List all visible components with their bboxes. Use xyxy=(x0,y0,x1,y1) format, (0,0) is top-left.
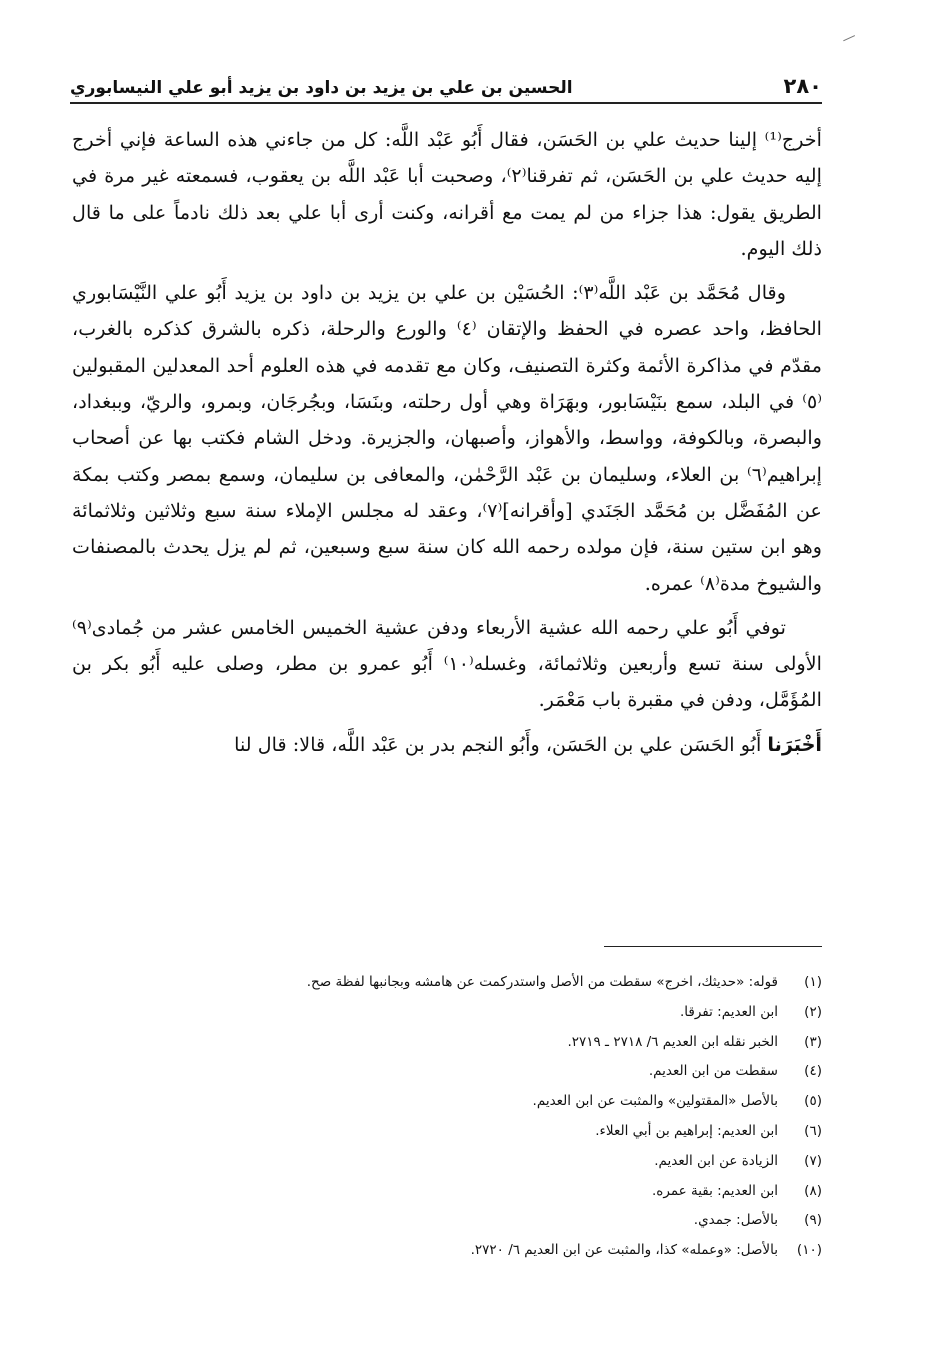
footnote-number: (٢) xyxy=(804,1003,822,1020)
footnote xyxy=(102,1057,822,1087)
footnote xyxy=(102,1087,822,1117)
footnote-text: سقطت من ابن العديم. xyxy=(648,1063,778,1080)
paragraph-4 xyxy=(72,727,822,763)
main-text xyxy=(72,122,822,763)
footnote-text: الزيادة عن ابن العديم. xyxy=(654,1152,778,1169)
footnote-number: (١) xyxy=(804,974,822,990)
footnote-text: الخبر نقله ابن العديم ٦/ ٢٧١٨ ـ ٢٧١٩. xyxy=(567,1033,778,1050)
footnote-text: قوله: «حديثك، اخرج» سقطت من الأصل واستدركمت عن هامشه وبجانبها لفظة صح. xyxy=(306,974,778,990)
footnote xyxy=(102,1177,822,1207)
footnote-text: ابن العديم: تفرقا. xyxy=(679,1003,778,1020)
paragraph-lead: أَخْبَرَنا xyxy=(767,732,822,756)
footnote xyxy=(102,1117,822,1147)
page-number: ٢٨٠ xyxy=(783,74,822,98)
footnote-text: ابن العديم: إبراهيم بن أبي العلاء. xyxy=(595,1122,778,1139)
footnote-number: (٨) xyxy=(804,1182,822,1199)
corner-mark: — xyxy=(839,27,859,49)
footnote-number: (٥) xyxy=(804,1093,822,1110)
footnote-number: (١٠) xyxy=(796,1242,822,1259)
footnote xyxy=(102,1147,822,1177)
footnote xyxy=(102,1236,822,1266)
footnotes xyxy=(102,968,822,1266)
paragraph-1: أخرج⁽¹⁾ إلينا حديث علي بن الحَسَن، فقال أَبُو عَبْد اللَّه: كل من جاءني هذه الساعة فإني أخرج إليه حديث علي بن الحَسَن، ثم تفرقنا⁽٢⁾، وصحبت أبا عَبْد اللَّه بن يعقوب، فسمعته غير مرة في الطريق يقول: هذا جزاء من لم يمت مع أقرانه، وكنت أرى أبا علي بعد ذلك نادماً على ما قال ذلك اليوم. xyxy=(72,128,822,260)
footnote-divider xyxy=(604,946,822,947)
page-header xyxy=(70,70,822,104)
running-title: الحسين بن علي بن يزيد بن داود بن يزيد أبو علي النيسابوري xyxy=(70,78,573,98)
footnote-text: بالأصل «المقتولين» والمثبت عن ابن العديم. xyxy=(532,1093,778,1110)
footnote-text: بالأصل: جمدي. xyxy=(693,1212,778,1229)
footnote xyxy=(102,968,822,998)
footnote-number: (٤) xyxy=(804,1063,822,1080)
footnote xyxy=(102,998,822,1028)
footnote-text: بالأصل: «وعمله» كذا، والمثبت عن ابن العديم ٦/ ٢٧٢٠. xyxy=(470,1242,778,1259)
footnote-number: (٧) xyxy=(804,1152,822,1169)
footnote-number: (٦) xyxy=(804,1122,822,1139)
footnote xyxy=(102,1206,822,1236)
paragraph-2: وقال مُحَمَّد بن عَبْد اللَّه⁽٣⁾: الحُسَيْن بن علي بن يزيد بن داود بن يزيد أَبُو علي النَّيْسَابوري الحافظ، واحد عصره في الحفظ والإتقان ⁽٤⁾ والورع والرحلة، ذكره بالشرق كذكره بالغرب، مقدّم في مذاكرة الأئمة وكثرة التصنيف، وكان مع تقدمه في هذه العلوم أحد المعدلين المقبولين ⁽٥⁾ في البلد، سمع بنَيْسَابور، وبهَرَاة وهي أول رحلته، وبنَسَا، وبجُرجَان، وبمرو، والريّ، وببغداد، والبصرة، وبالكوفة، وواسط، والأهواز، وأصبهان، والجزيرة. ودخل الشام فكتب بها عن أصحاب إبراهيم⁽٦⁾ بن العلاء، وسليمان بن عَبْد الرَّحْمٰن، والمعافى بن سليمان، وسمع بمصر وكتب بمكة عن المُفَضَّل بن مُحَمَّد الجَنَدي [وأقرانه]⁽٧⁾، وعقد له مجلس الإملاء سنة سبع وثلاثين وثلاثمائة وهو ابن ستين سنة، فإن مولده رحمه الله كان سنة سبع وسبعين، ثم لم يزل يحدث بالمصنفات والشيوخ مدة⁽٨⁾ عمره. xyxy=(72,281,822,595)
footnote-text: ابن العديم: بقية عمره. xyxy=(652,1182,778,1199)
paragraph-3: توفي أَبُو علي رحمه الله عشية الأربعاء ودفن عشية الخميس الخامس عشر من جُمادى⁽٩⁾ الأولى سنة تسع وأربعين وثلاثمائة، وغسله⁽١٠⁾ أَبُو عمرو بن مطر، وصلى عليه أَبُو بكر بن المُؤَمَّل، ودفن في مقبرة باب مَعْمَر. xyxy=(72,615,822,712)
paragraph-4-text: أَبُو الحَسَن علي بن الحَسَن، وأَبُو النجم بدر بن عَبْد اللَّه، قالا: قال لنا xyxy=(234,732,768,756)
footnote-number: (٩) xyxy=(804,1212,822,1229)
footnote-number: (٣) xyxy=(804,1033,822,1050)
footnote xyxy=(102,1028,822,1058)
